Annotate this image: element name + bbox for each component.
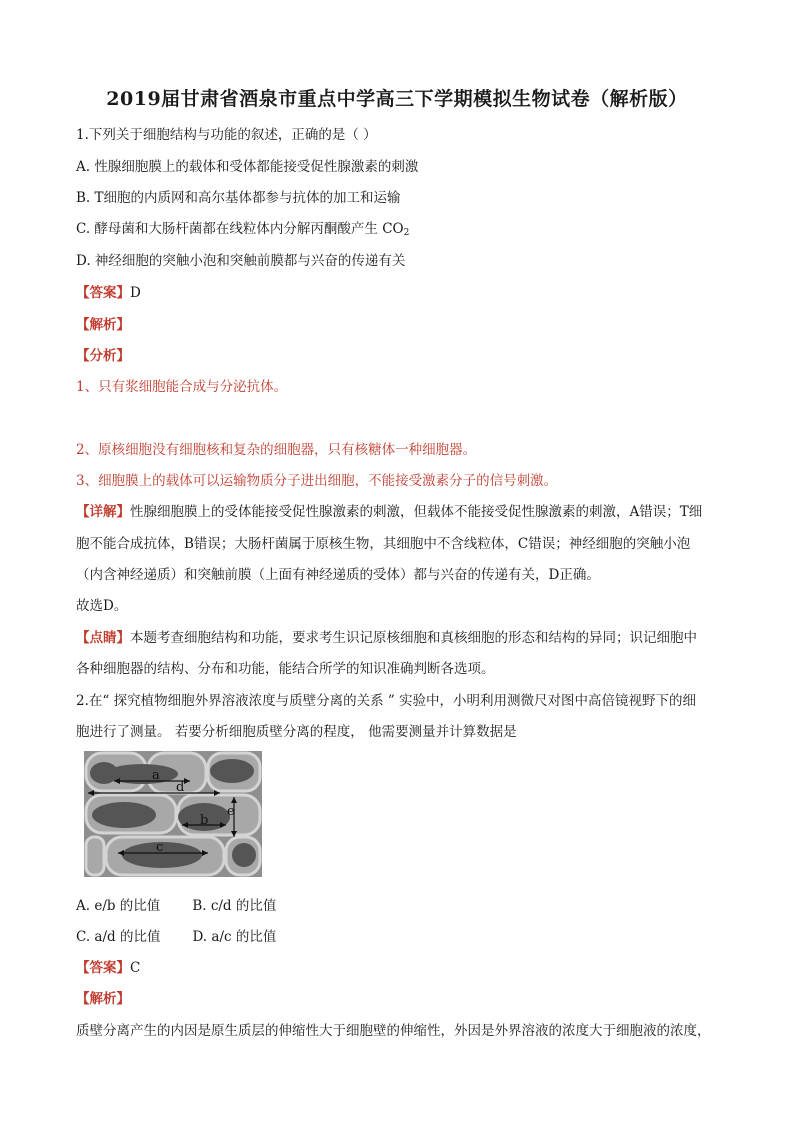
label-d: d <box>176 780 185 795</box>
q2-option-d: D. a/c 的比值 <box>192 929 277 945</box>
q1-analysis-point-1: 1、只有浆细胞能合成与分泌抗体。 <box>76 379 288 395</box>
document-title: 2019届甘肃省酒泉市重点中学高三下学期模拟生物试卷（解析版） <box>106 88 688 110</box>
q1-answer-value: D <box>130 285 141 301</box>
label-a: a <box>152 768 160 783</box>
label-b: b <box>200 813 209 828</box>
protoplast <box>210 759 254 783</box>
q1-detail-text-1: 性腺细胞膜上的受体能接受促性腺激素的刺激，但载体不能接受促性腺激素的刺激，A错误；T细 <box>130 504 703 520</box>
q1-detail-line-3: （内含神经递质）和突触前膜（上面有神经递质的受体）都与兴奋的传递有关，D正确。 <box>76 567 600 583</box>
q2-answer <box>76 956 140 976</box>
protoplast <box>232 843 256 867</box>
q1-option-b: B. T细胞的内质网和高尔基体都参与抗体的加工和运输 <box>76 190 401 206</box>
protoplast <box>90 762 118 784</box>
q2-jiexi-line-1: 质壁分离产生的内因是原生质层的伸缩性大于细胞壁的伸缩性，外因是外界溶液的浓度大于细胞液的浓度， <box>76 1023 711 1039</box>
q1-answer-tag: 【答案】 <box>76 285 130 301</box>
q1-key-point-tag: 【点睛】 <box>76 630 130 646</box>
q1-answer <box>76 281 141 301</box>
q1-option-a: A. 性腺细胞膜上的载体和受体都能接受促性腺激素的刺激 <box>76 159 419 175</box>
q2-option-c: C. a/d 的比值 <box>76 929 161 945</box>
cell-wall <box>86 837 104 875</box>
q1-detail-line-1 <box>76 500 702 520</box>
q1-key-point-line-2: 各种细胞器的结构、分布和功能，能结合所学的知识准确判断各选项。 <box>76 661 495 677</box>
q1-key-point-line-1 <box>76 626 697 646</box>
q2-option-a: A. e/b 的比值 <box>76 898 161 914</box>
q1-option-d: D. 神经细胞的突触小泡和突触前膜都与兴奋的传递有关 <box>76 253 406 269</box>
q1-option-c-text: C. 酵母菌和大肠杆菌都在线粒体内分解丙酮酸产生 CO <box>76 221 404 237</box>
q1-fenxi-tag: 【分析】 <box>76 348 130 364</box>
q2-answer-value: C <box>130 960 141 976</box>
micrograph-figure <box>84 751 262 877</box>
q1-conclusion: 故选D。 <box>76 598 128 614</box>
q1-key-point-text-1: 本题考查细胞结构和功能，要求考生识记原核细胞和真核细胞的形态和结构的异同；识记细胞中 <box>130 630 697 646</box>
q1-analysis-point-3: 3、细胞膜上的载体可以运输物质分子进出细胞，不能接受激素分子的信号刺激。 <box>76 473 558 489</box>
q1-stem: 1.下列关于细胞结构与功能的叙述，正确的是（ ） <box>76 127 377 143</box>
label-c: c <box>156 840 164 855</box>
protoplast <box>92 802 156 828</box>
q1-jiexi-tag: 【解析】 <box>76 317 130 333</box>
q2-answer-tag: 【答案】 <box>76 960 130 976</box>
q2-options-row-1 <box>76 894 276 914</box>
q2-stem-line-2: 胞进行了测量。 若要分析细胞质壁分离的程度， 他需要测量并计算数据是 <box>76 724 517 740</box>
q1-detail-line-2: 胞不能合成抗体，B错误；大肠杆菌属于原核生物，其细胞中不含线粒体，C错误；神经细胞的突触小泡 <box>76 536 691 552</box>
q1-option-c <box>76 217 409 238</box>
q2-option-b: B. c/d 的比值 <box>192 898 277 914</box>
q2-jiexi-tag: 【解析】 <box>76 991 130 1007</box>
label-e: e <box>227 804 235 819</box>
q2-options-row-2 <box>76 925 276 945</box>
q1-option-c-subscript: 2 <box>403 228 410 238</box>
q2-stem-line-1: 2.在“ 探究植物细胞外界溶液浓度与质壁分离的关系 ” 实验中，小明利用测微尺对图中高倍镜视野下的细 <box>76 693 697 709</box>
q1-analysis-point-2: 2、原核细胞没有细胞核和复杂的细胞器，只有核糖体一种细胞器。 <box>76 442 477 458</box>
q1-detail-tag: 【详解】 <box>76 504 130 520</box>
